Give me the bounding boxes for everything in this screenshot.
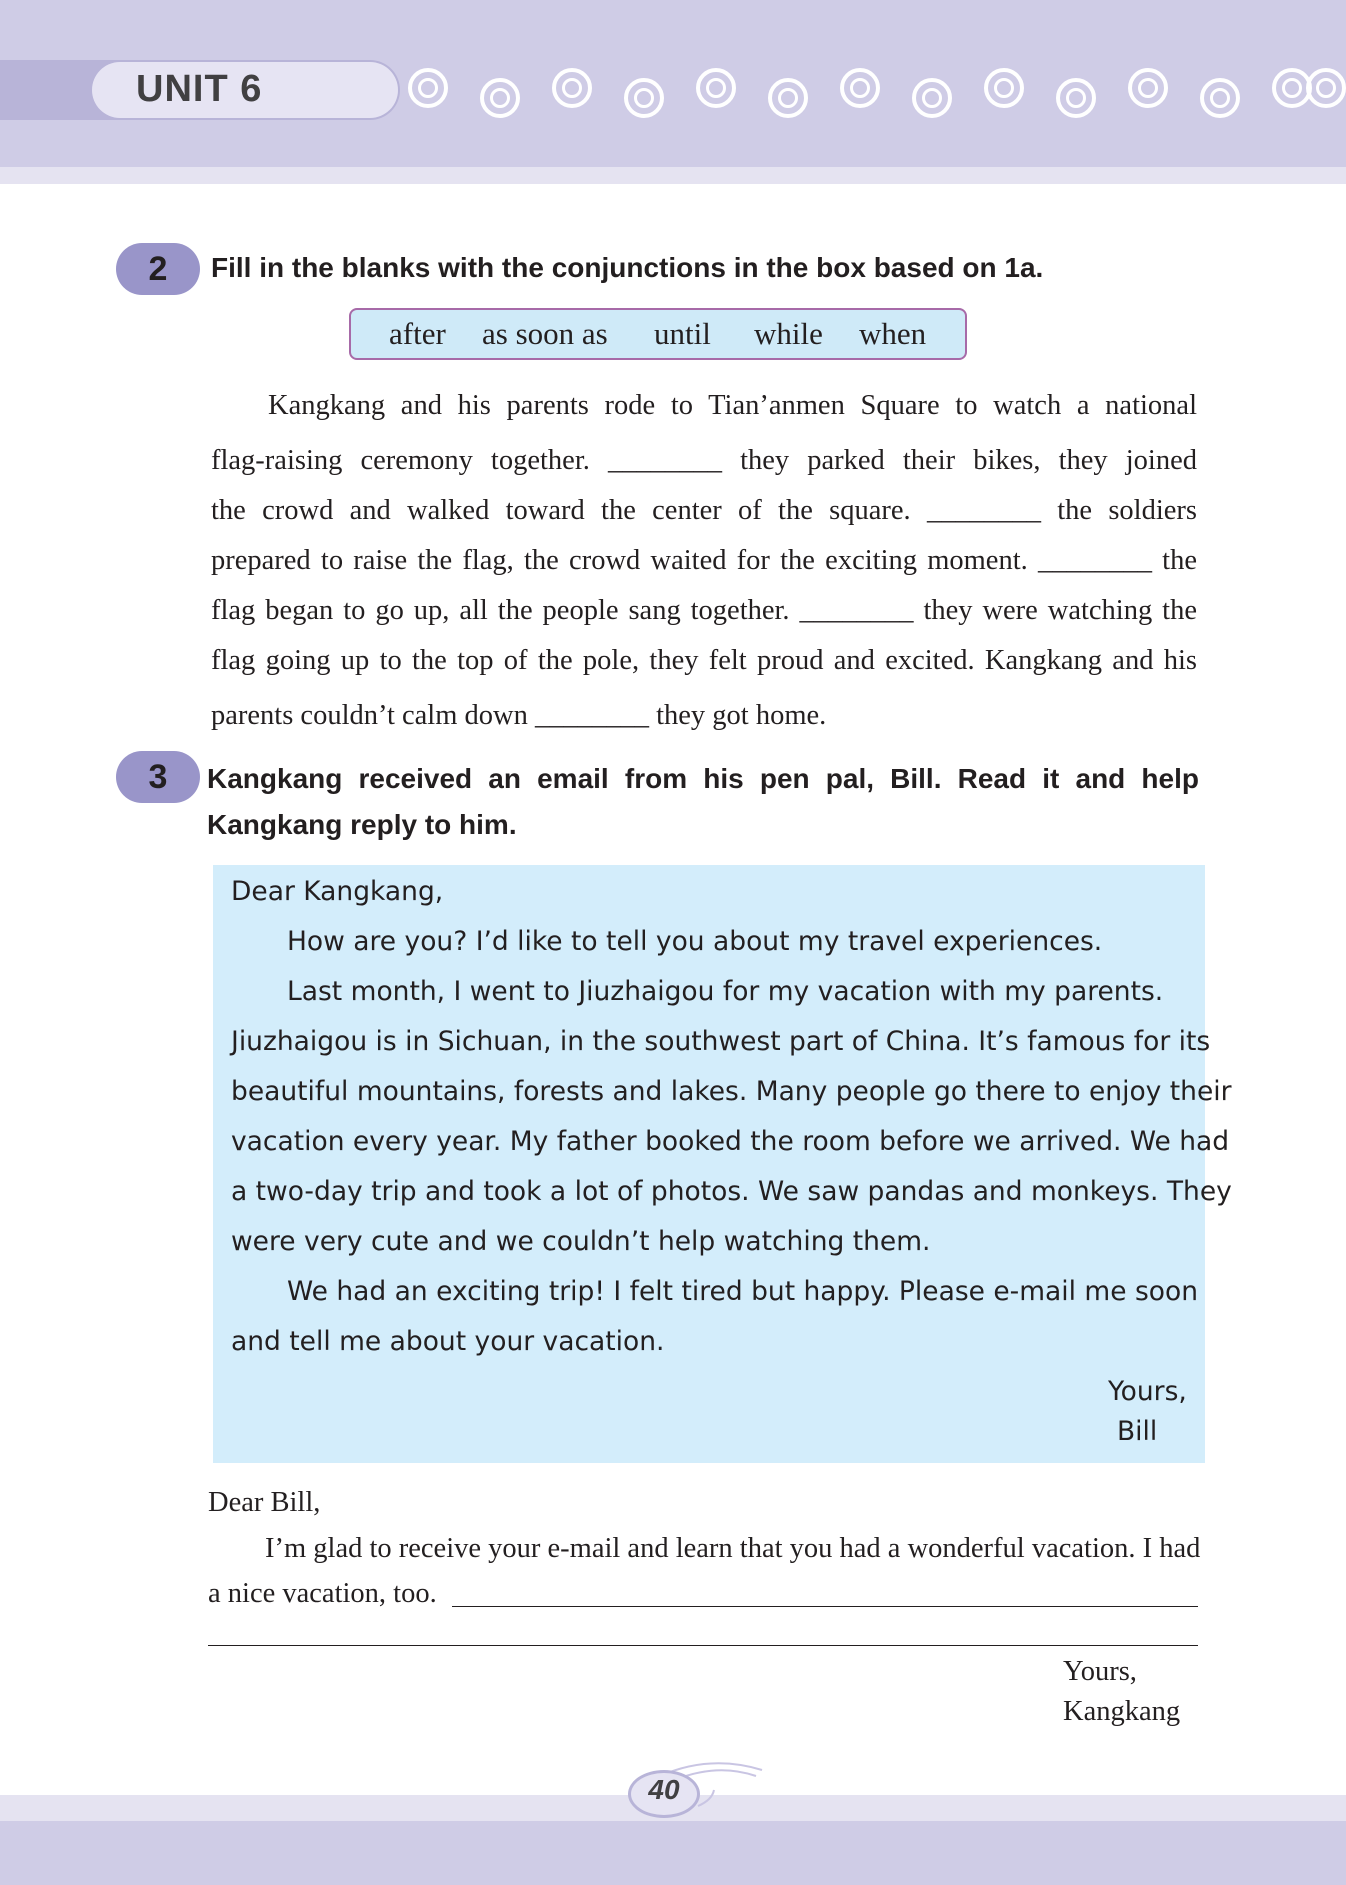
page-number: 40 (648, 1774, 680, 1805)
passage-line: flag began to go up, all the people sang together. ________ they were watching the (211, 595, 1197, 626)
passage-line: parents couldn’t calm down ________ they got home. (211, 700, 827, 731)
ring-icon (408, 68, 448, 108)
section-3-instruction: Kangkang reply to him. (207, 809, 517, 840)
ring-icon (552, 68, 592, 108)
reply-closing: Yours, (1063, 1656, 1137, 1687)
reply-answer-line[interactable] (452, 1606, 1198, 1607)
word-box-item: when (859, 316, 927, 351)
unit-title: UNIT 6 (136, 68, 263, 110)
email-greeting: Dear Kangkang, (231, 876, 444, 907)
email-line: and tell me about your vacation. (231, 1326, 665, 1357)
section-2-instruction: Fill in the blanks with the conjunctions in the box based on 1a. (211, 252, 1044, 283)
reply-line: I’m glad to receive your e-mail and learn that you had a wonderful vacation. I had (265, 1533, 1201, 1564)
footer-band (0, 1821, 1346, 1885)
section-3-instruction: Kangkang received an email from his pen pal, Bill. Read it and help (207, 763, 1199, 794)
passage-line: Kangkang and his parents rode to Tian’anmen Square to watch a national (268, 390, 1197, 421)
email-line: Jiuzhaigou is in Sichuan, in the southwest part of China. It’s famous for its (231, 1026, 1211, 1057)
email-line: Last month, I went to Jiuzhaigou for my vacation with my parents. (287, 976, 1164, 1007)
ring-icon (624, 78, 664, 118)
passage-line: prepared to raise the flag, the crowd waited for the exciting moment. ________ the (211, 545, 1197, 576)
ring-icon (840, 68, 880, 108)
section-2-number: 2 (116, 243, 200, 295)
reply-signature: Kangkang (1063, 1696, 1181, 1727)
header-strip (0, 167, 1346, 184)
passage-line: flag going up to the top of the pole, they felt proud and excited. Kangkang and his (211, 645, 1197, 676)
ring-icon (1056, 78, 1096, 118)
email-signature: Bill (1117, 1416, 1158, 1447)
email-line: vacation every year. My father booked the room before we arrived. We had (231, 1126, 1230, 1157)
ring-icon (1200, 78, 1240, 118)
ring-icon (768, 78, 808, 118)
ring-icon (696, 68, 736, 108)
ring-icon (912, 78, 952, 118)
passage-line: the crowd and walked toward the center of the square. ________ the soldiers (211, 495, 1197, 526)
reply-greeting: Dear Bill, (208, 1487, 321, 1518)
word-box-item: after (389, 316, 446, 351)
email-line: How are you? I’d like to tell you about my travel experiences. (287, 926, 1103, 957)
passage-line: flag-raising ceremony together. ________ they parked their bikes, they joined (211, 445, 1197, 476)
ring-icon (984, 68, 1024, 108)
reply-line: a nice vacation, too. (208, 1578, 437, 1609)
email-line: a two-day trip and took a lot of photos. We saw pandas and monkeys. They (231, 1176, 1232, 1207)
email-line: We had an exciting trip! I felt tired but happy. Please e-mail me soon (287, 1276, 1198, 1307)
ring-icon (480, 78, 520, 118)
word-box-item: as soon as (482, 316, 608, 351)
email-closing: Yours, (1108, 1376, 1187, 1407)
reply-answer-line[interactable] (208, 1645, 1198, 1646)
word-box-item: while (754, 316, 823, 351)
word-box-item: until (654, 316, 711, 351)
email-line: beautiful mountains, forests and lakes. Many people go there to enjoy their (231, 1076, 1232, 1107)
ring-icon (1306, 68, 1346, 108)
ring-icon (1128, 68, 1168, 108)
section-3-number: 3 (116, 751, 200, 803)
email-line: were very cute and we couldn’t help watching them. (231, 1226, 931, 1257)
